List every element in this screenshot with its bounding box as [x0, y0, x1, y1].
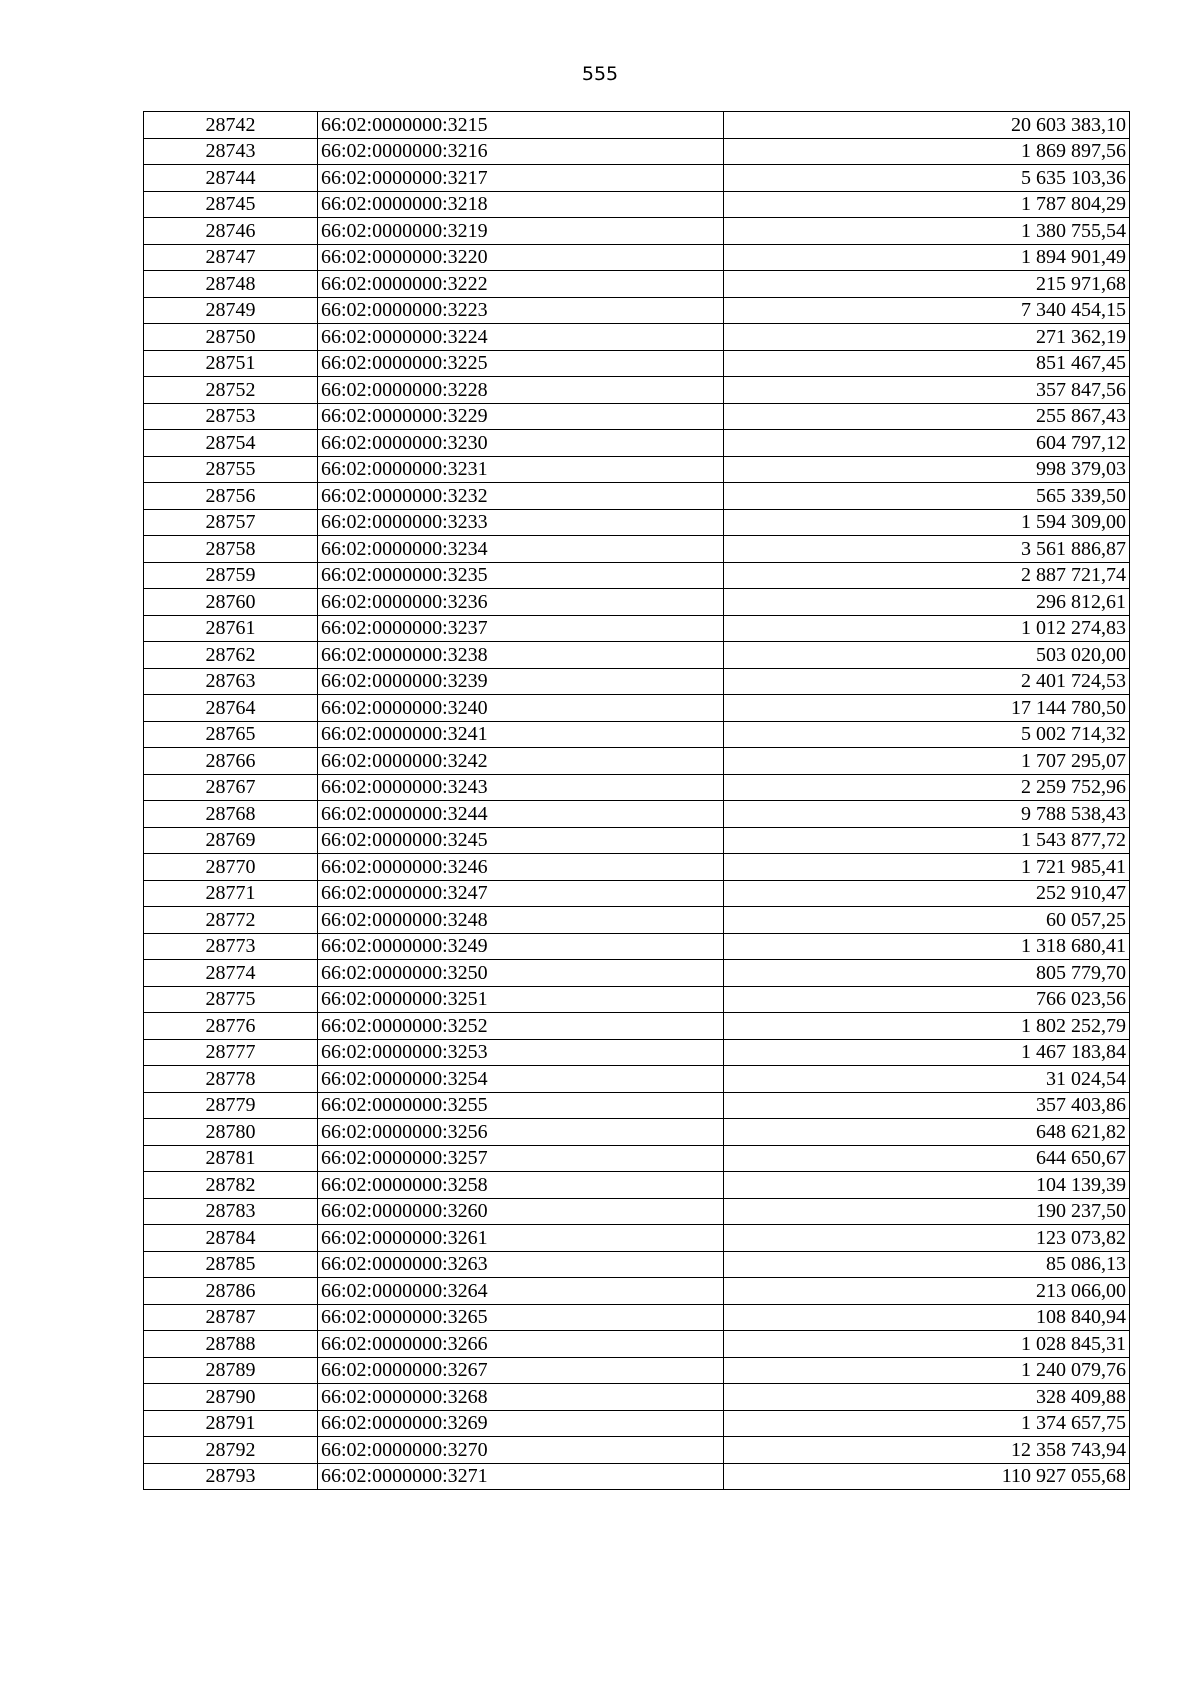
cadastral-value-cell: 644 650,67 — [724, 1145, 1130, 1172]
cadastral-value-cell: 255 867,43 — [724, 403, 1130, 430]
cadastral-number-cell: 66:02:0000000:3218 — [318, 191, 724, 218]
cadastral-value-cell: 104 139,39 — [724, 1172, 1130, 1199]
cadastral-number-cell: 66:02:0000000:3233 — [318, 509, 724, 536]
row-number-cell: 28772 — [144, 907, 318, 934]
cadastral-number-cell: 66:02:0000000:3242 — [318, 748, 724, 775]
cadastral-value-cell: 328 409,88 — [724, 1384, 1130, 1411]
cadastral-value-cell: 85 086,13 — [724, 1251, 1130, 1278]
cadastral-value-cell: 1 802 252,79 — [724, 1013, 1130, 1040]
table-row — [144, 933, 1130, 960]
row-number-cell: 28765 — [144, 721, 318, 748]
table-row — [144, 668, 1130, 695]
cadastral-value-cell: 17 144 780,50 — [724, 695, 1130, 722]
row-number-cell: 28761 — [144, 615, 318, 642]
table-row — [144, 1066, 1130, 1093]
row-number-cell: 28770 — [144, 854, 318, 881]
table-row — [144, 1384, 1130, 1411]
cadastral-value-cell: 805 779,70 — [724, 960, 1130, 987]
row-number-cell: 28749 — [144, 297, 318, 324]
table-row — [144, 1039, 1130, 1066]
row-number-cell: 28760 — [144, 589, 318, 616]
row-number-cell: 28763 — [144, 668, 318, 695]
row-number-cell: 28757 — [144, 509, 318, 536]
cadastral-value-cell: 648 621,82 — [724, 1119, 1130, 1146]
table-row — [144, 562, 1130, 589]
cadastral-value-cell: 1 594 309,00 — [724, 509, 1130, 536]
cadastral-value-cell: 604 797,12 — [724, 430, 1130, 457]
cadastral-number-cell: 66:02:0000000:3215 — [318, 112, 724, 139]
row-number-cell: 28747 — [144, 244, 318, 271]
cadastral-value-cell: 1 787 804,29 — [724, 191, 1130, 218]
cadastral-value-cell: 2 259 752,96 — [724, 774, 1130, 801]
cadastral-number-cell: 66:02:0000000:3231 — [318, 456, 724, 483]
row-number-cell: 28792 — [144, 1437, 318, 1464]
table-row — [144, 801, 1130, 828]
cadastral-number-cell: 66:02:0000000:3219 — [318, 218, 724, 245]
row-number-cell: 28745 — [144, 191, 318, 218]
cadastral-number-cell: 66:02:0000000:3232 — [318, 483, 724, 510]
table-row — [144, 1437, 1130, 1464]
cadastral-number-cell: 66:02:0000000:3216 — [318, 138, 724, 165]
table-row — [144, 695, 1130, 722]
cadastral-number-cell: 66:02:0000000:3252 — [318, 1013, 724, 1040]
cadastral-value-cell: 12 358 743,94 — [724, 1437, 1130, 1464]
cadastral-number-cell: 66:02:0000000:3240 — [318, 695, 724, 722]
cadastral-number-cell: 66:02:0000000:3236 — [318, 589, 724, 616]
row-number-cell: 28759 — [144, 562, 318, 589]
cadastral-number-cell: 66:02:0000000:3217 — [318, 165, 724, 192]
cadastral-value-cell: 357 403,86 — [724, 1092, 1130, 1119]
registry-table-body — [144, 112, 1130, 1490]
table-row — [144, 297, 1130, 324]
table-row — [144, 615, 1130, 642]
cadastral-number-cell: 66:02:0000000:3254 — [318, 1066, 724, 1093]
row-number-cell: 28756 — [144, 483, 318, 510]
cadastral-number-cell: 66:02:0000000:3271 — [318, 1463, 724, 1490]
table-row — [144, 854, 1130, 881]
cadastral-number-cell: 66:02:0000000:3261 — [318, 1225, 724, 1252]
table-row — [144, 403, 1130, 430]
cadastral-value-cell: 296 812,61 — [724, 589, 1130, 616]
row-number-cell: 28790 — [144, 1384, 318, 1411]
row-number-cell: 28764 — [144, 695, 318, 722]
table-row — [144, 138, 1130, 165]
row-number-cell: 28788 — [144, 1331, 318, 1358]
row-number-cell: 28775 — [144, 986, 318, 1013]
row-number-cell: 28750 — [144, 324, 318, 351]
row-number-cell: 28758 — [144, 536, 318, 563]
cadastral-value-cell: 1 707 295,07 — [724, 748, 1130, 775]
table-row — [144, 430, 1130, 457]
cadastral-value-cell: 271 362,19 — [724, 324, 1130, 351]
cadastral-number-cell: 66:02:0000000:3268 — [318, 1384, 724, 1411]
cadastral-number-cell: 66:02:0000000:3225 — [318, 350, 724, 377]
table-row — [144, 165, 1130, 192]
row-number-cell: 28769 — [144, 827, 318, 854]
row-number-cell: 28744 — [144, 165, 318, 192]
cadastral-value-cell: 851 467,45 — [724, 350, 1130, 377]
table-row — [144, 1198, 1130, 1225]
table-row — [144, 774, 1130, 801]
cadastral-number-cell: 66:02:0000000:3234 — [318, 536, 724, 563]
cadastral-number-cell: 66:02:0000000:3243 — [318, 774, 724, 801]
table-row — [144, 191, 1130, 218]
cadastral-number-cell: 66:02:0000000:3235 — [318, 562, 724, 589]
table-row — [144, 748, 1130, 775]
cadastral-value-cell: 565 339,50 — [724, 483, 1130, 510]
table-row — [144, 827, 1130, 854]
row-number-cell: 28766 — [144, 748, 318, 775]
cadastral-number-cell: 66:02:0000000:3256 — [318, 1119, 724, 1146]
table-row — [144, 536, 1130, 563]
table-row — [144, 271, 1130, 298]
cadastral-number-cell: 66:02:0000000:3253 — [318, 1039, 724, 1066]
cadastral-value-cell: 5 002 714,32 — [724, 721, 1130, 748]
row-number-cell: 28742 — [144, 112, 318, 139]
cadastral-value-cell: 5 635 103,36 — [724, 165, 1130, 192]
cadastral-number-cell: 66:02:0000000:3245 — [318, 827, 724, 854]
row-number-cell: 28768 — [144, 801, 318, 828]
cadastral-value-cell: 1 721 985,41 — [724, 854, 1130, 881]
cadastral-value-cell: 3 561 886,87 — [724, 536, 1130, 563]
table-row — [144, 907, 1130, 934]
cadastral-number-cell: 66:02:0000000:3260 — [318, 1198, 724, 1225]
cadastral-value-cell: 2 887 721,74 — [724, 562, 1130, 589]
row-number-cell: 28771 — [144, 880, 318, 907]
row-number-cell: 28778 — [144, 1066, 318, 1093]
cadastral-number-cell: 66:02:0000000:3237 — [318, 615, 724, 642]
row-number-cell: 28753 — [144, 403, 318, 430]
table-row — [144, 483, 1130, 510]
cadastral-value-cell: 357 847,56 — [724, 377, 1130, 404]
cadastral-number-cell: 66:02:0000000:3251 — [318, 986, 724, 1013]
row-number-cell: 28777 — [144, 1039, 318, 1066]
cadastral-number-cell: 66:02:0000000:3264 — [318, 1278, 724, 1305]
table-row — [144, 589, 1130, 616]
table-row — [144, 1331, 1130, 1358]
row-number-cell: 28781 — [144, 1145, 318, 1172]
cadastral-number-cell: 66:02:0000000:3223 — [318, 297, 724, 324]
row-number-cell: 28774 — [144, 960, 318, 987]
registry-table — [143, 111, 1130, 1490]
row-number-cell: 28782 — [144, 1172, 318, 1199]
row-number-cell: 28743 — [144, 138, 318, 165]
row-number-cell: 28787 — [144, 1304, 318, 1331]
cadastral-number-cell: 66:02:0000000:3224 — [318, 324, 724, 351]
row-number-cell: 28751 — [144, 350, 318, 377]
row-number-cell: 28779 — [144, 1092, 318, 1119]
row-number-cell: 28786 — [144, 1278, 318, 1305]
row-number-cell: 28762 — [144, 642, 318, 669]
cadastral-value-cell: 503 020,00 — [724, 642, 1130, 669]
row-number-cell: 28752 — [144, 377, 318, 404]
cadastral-value-cell: 1 318 680,41 — [724, 933, 1130, 960]
table-row — [144, 1172, 1130, 1199]
cadastral-number-cell: 66:02:0000000:3228 — [318, 377, 724, 404]
cadastral-value-cell: 998 379,03 — [724, 456, 1130, 483]
table-row — [144, 1410, 1130, 1437]
cadastral-number-cell: 66:02:0000000:3239 — [318, 668, 724, 695]
table-row — [144, 324, 1130, 351]
row-number-cell: 28789 — [144, 1357, 318, 1384]
row-number-cell: 28780 — [144, 1119, 318, 1146]
table-row — [144, 112, 1130, 139]
cadastral-number-cell: 66:02:0000000:3238 — [318, 642, 724, 669]
cadastral-value-cell: 1 869 897,56 — [724, 138, 1130, 165]
cadastral-number-cell: 66:02:0000000:3241 — [318, 721, 724, 748]
cadastral-value-cell: 9 788 538,43 — [724, 801, 1130, 828]
cadastral-number-cell: 66:02:0000000:3220 — [318, 244, 724, 271]
cadastral-number-cell: 66:02:0000000:3229 — [318, 403, 724, 430]
table-row — [144, 960, 1130, 987]
cadastral-number-cell: 66:02:0000000:3269 — [318, 1410, 724, 1437]
cadastral-value-cell: 108 840,94 — [724, 1304, 1130, 1331]
table-row — [144, 456, 1130, 483]
table-row — [144, 1463, 1130, 1490]
cadastral-value-cell: 7 340 454,15 — [724, 297, 1130, 324]
table-row — [144, 1145, 1130, 1172]
cadastral-number-cell: 66:02:0000000:3249 — [318, 933, 724, 960]
cadastral-value-cell: 123 073,82 — [724, 1225, 1130, 1252]
cadastral-value-cell: 20 603 383,10 — [724, 112, 1130, 139]
cadastral-number-cell: 66:02:0000000:3250 — [318, 960, 724, 987]
cadastral-number-cell: 66:02:0000000:3270 — [318, 1437, 724, 1464]
cadastral-number-cell: 66:02:0000000:3265 — [318, 1304, 724, 1331]
table-row — [144, 1304, 1130, 1331]
cadastral-value-cell: 1 240 079,76 — [724, 1357, 1130, 1384]
cadastral-number-cell: 66:02:0000000:3230 — [318, 430, 724, 457]
table-row — [144, 986, 1130, 1013]
cadastral-value-cell: 1 543 877,72 — [724, 827, 1130, 854]
cadastral-value-cell: 60 057,25 — [724, 907, 1130, 934]
table-row — [144, 1013, 1130, 1040]
table-row — [144, 509, 1130, 536]
cadastral-value-cell: 766 023,56 — [724, 986, 1130, 1013]
cadastral-value-cell: 213 066,00 — [724, 1278, 1130, 1305]
cadastral-value-cell: 31 024,54 — [724, 1066, 1130, 1093]
row-number-cell: 28754 — [144, 430, 318, 457]
row-number-cell: 28748 — [144, 271, 318, 298]
table-row — [144, 377, 1130, 404]
table-row — [144, 1278, 1130, 1305]
row-number-cell: 28746 — [144, 218, 318, 245]
row-number-cell: 28783 — [144, 1198, 318, 1225]
cadastral-number-cell: 66:02:0000000:3258 — [318, 1172, 724, 1199]
cadastral-value-cell: 252 910,47 — [724, 880, 1130, 907]
row-number-cell: 28776 — [144, 1013, 318, 1040]
cadastral-number-cell: 66:02:0000000:3247 — [318, 880, 724, 907]
table-row — [144, 1225, 1130, 1252]
table-row — [144, 1119, 1130, 1146]
table-row — [144, 1357, 1130, 1384]
table-row — [144, 642, 1130, 669]
cadastral-value-cell: 1 467 183,84 — [724, 1039, 1130, 1066]
row-number-cell: 28793 — [144, 1463, 318, 1490]
row-number-cell: 28755 — [144, 456, 318, 483]
row-number-cell: 28791 — [144, 1410, 318, 1437]
row-number-cell: 28785 — [144, 1251, 318, 1278]
cadastral-value-cell: 1 894 901,49 — [724, 244, 1130, 271]
cadastral-number-cell: 66:02:0000000:3222 — [318, 271, 724, 298]
table-row — [144, 880, 1130, 907]
cadastral-value-cell: 1 380 755,54 — [724, 218, 1130, 245]
cadastral-value-cell: 1 374 657,75 — [724, 1410, 1130, 1437]
page-number: 555 — [581, 63, 619, 85]
cadastral-value-cell: 1 028 845,31 — [724, 1331, 1130, 1358]
cadastral-number-cell: 66:02:0000000:3263 — [318, 1251, 724, 1278]
row-number-cell: 28784 — [144, 1225, 318, 1252]
cadastral-number-cell: 66:02:0000000:3257 — [318, 1145, 724, 1172]
cadastral-number-cell: 66:02:0000000:3267 — [318, 1357, 724, 1384]
cadastral-number-cell: 66:02:0000000:3255 — [318, 1092, 724, 1119]
cadastral-number-cell: 66:02:0000000:3244 — [318, 801, 724, 828]
table-row — [144, 244, 1130, 271]
table-row — [144, 218, 1130, 245]
table-row — [144, 1251, 1130, 1278]
cadastral-number-cell: 66:02:0000000:3246 — [318, 854, 724, 881]
cadastral-value-cell: 2 401 724,53 — [724, 668, 1130, 695]
table-row — [144, 721, 1130, 748]
cadastral-value-cell: 190 237,50 — [724, 1198, 1130, 1225]
cadastral-number-cell: 66:02:0000000:3248 — [318, 907, 724, 934]
cadastral-value-cell: 215 971,68 — [724, 271, 1130, 298]
cadastral-value-cell: 1 012 274,83 — [724, 615, 1130, 642]
table-row — [144, 350, 1130, 377]
cadastral-value-cell: 110 927 055,68 — [724, 1463, 1130, 1490]
cadastral-number-cell: 66:02:0000000:3266 — [318, 1331, 724, 1358]
table-row — [144, 1092, 1130, 1119]
row-number-cell: 28767 — [144, 774, 318, 801]
row-number-cell: 28773 — [144, 933, 318, 960]
